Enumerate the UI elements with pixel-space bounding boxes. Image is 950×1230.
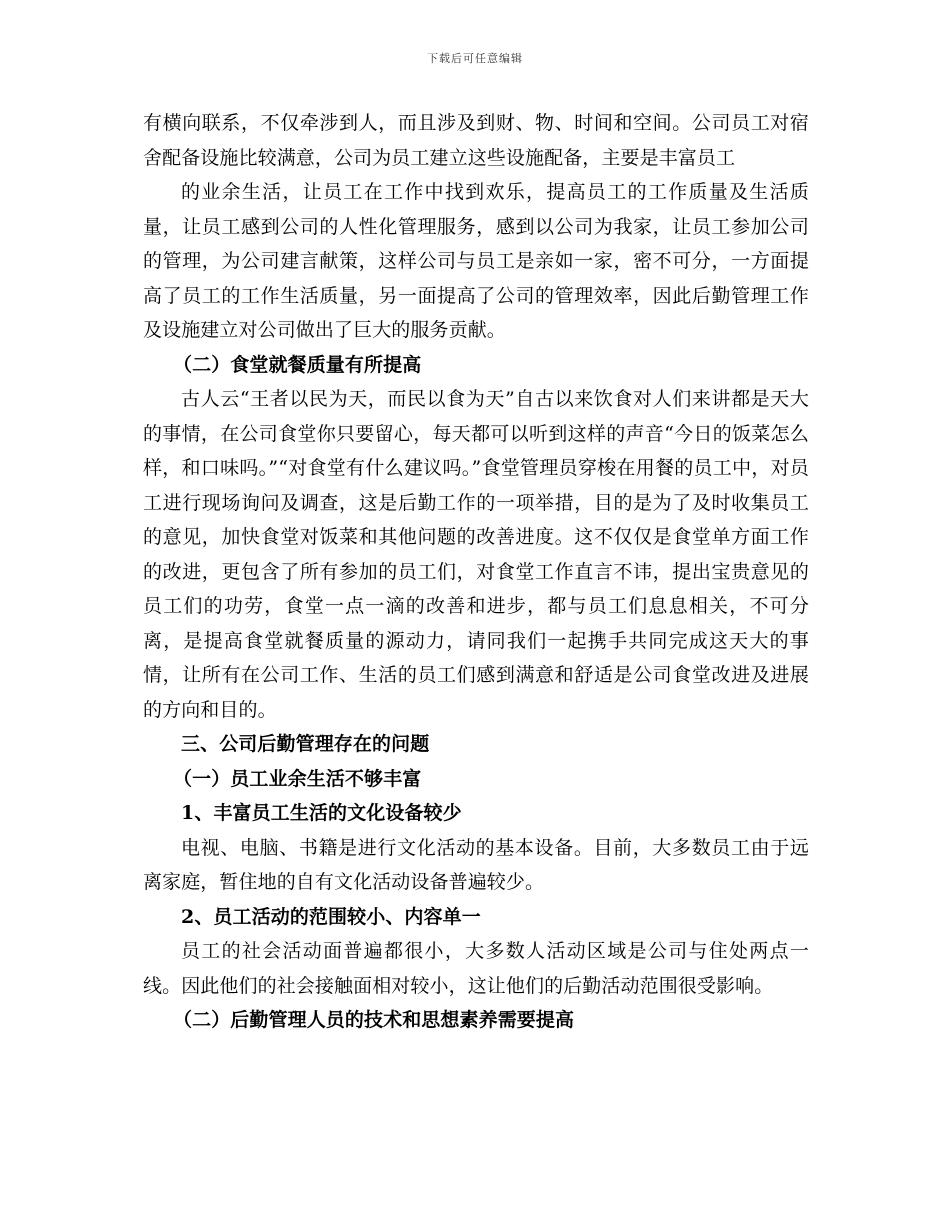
subsection-heading: 1、丰富员工生活的文化设备较少 xyxy=(181,802,462,824)
paragraph: 有横向联系，不仅牵涉到人，而且涉及到财、物、时间和空间。公司员工对宿舍配备设施比较满意，公司为员工建立这些设施配备，主要是丰富员工 xyxy=(143,112,809,169)
subsection-heading: 2、员工活动的范围较小、内容单一 xyxy=(181,905,481,928)
section-heading: （一）员工业余生活不够丰富 xyxy=(173,767,422,790)
paragraph: 电视、电脑、书籍是进行文化活动的基本设备。目前，大多数员工由于远离家庭，暂住地的自有文化活动设备普遍较少。 xyxy=(143,836,809,893)
document-body xyxy=(143,106,809,1038)
section-heading: （二）食堂就餐质量有所提高 xyxy=(173,353,422,376)
paragraph: 古人云“王者以民为天，而民以食为天”自古以来饮食对人们来讲都是天大的事情，在公司食堂你只要留心，每天都可以听到这样的声音“今日的饭菜怎么样，和口味吗。”“对食堂有什么建议吗。”食堂管理员穿梭在用餐的员工中，对员工进行现场询问及调查，这是后勤工作的一项举措，目的是为了及时收集员工的意见，加快食堂对饭菜和其他问题的改善进度。这不仅仅是食堂单方面工作的改进，更包含了所有参加的员工们，对食堂工作直言不讳，提出宝贵意见的员工们的功劳，食堂一点一滴的改善和进步，都与员工们息息相关，不可分离，是提高食堂就餐质量的源动力，请同我们一起携手共同完成这天大的事情，让所有在公司工作、生活的员工们感到满意和舒适是公司食堂改进及进展的方向和目的。 xyxy=(143,388,809,721)
section-heading: 三、公司后勤管理存在的问题 xyxy=(181,733,430,755)
page-header: 下载后可任意编辑 xyxy=(427,52,523,65)
paragraph: 的业余生活，让员工在工作中找到欢乐，提高员工的工作质量及生活质量，让员工感到公司的人性化管理服务，感到以公司为我家，让员工参加公司的管理，为公司建言献策，这样公司与员工是亲如一家，密不可分，一方面提高了员工的工作生活质量，另一面提高了公司的管理效率，因此后勤管理工作及设施建立对公司做出了巨大的服务贡献。 xyxy=(143,181,809,341)
paragraph: 员工的社会活动面普遍都很小，大多数人活动区域是公司与住处两点一线。因此他们的社会接触面相对较小，这让他们的后勤活动范围很受影响。 xyxy=(143,940,809,997)
section-heading: （二）后勤管理人员的技术和思想素养需要提高 xyxy=(173,1009,575,1031)
